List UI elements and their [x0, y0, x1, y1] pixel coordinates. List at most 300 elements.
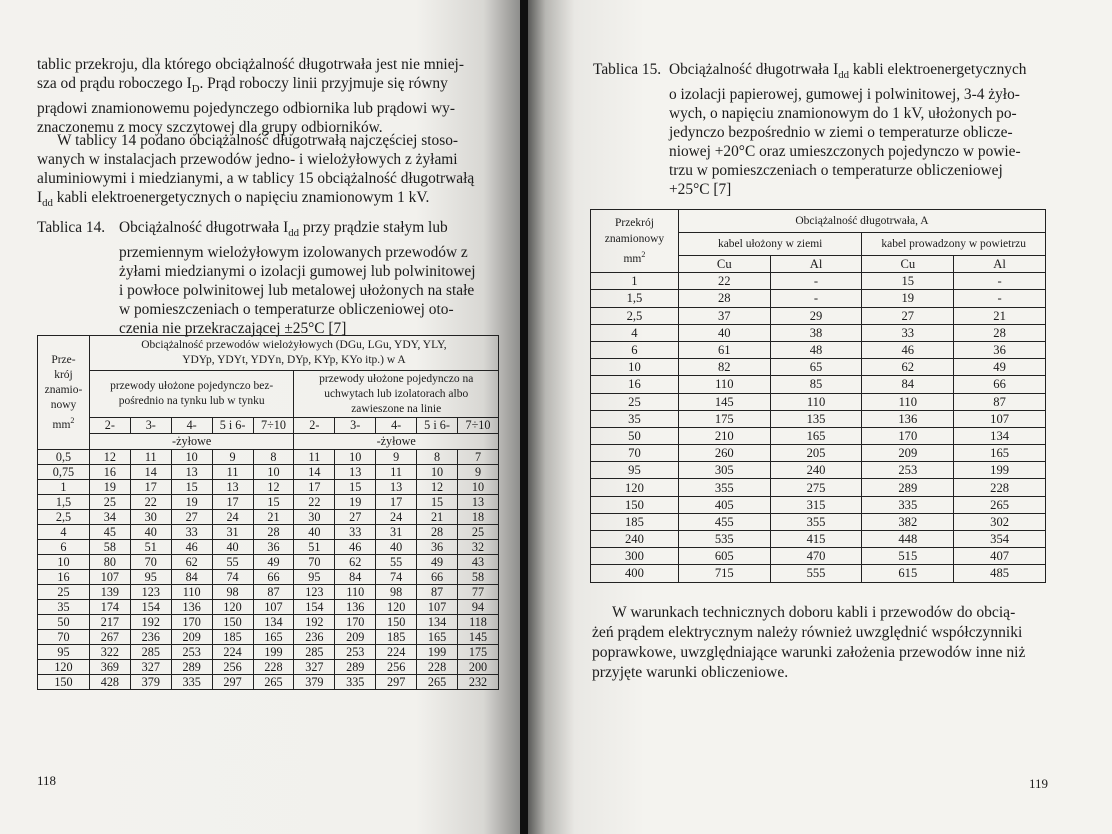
table-row — [38, 675, 499, 690]
value-cell: 34 — [89, 510, 130, 525]
table15-caption — [593, 60, 1046, 200]
table-row — [591, 445, 1046, 462]
value-cell: - — [770, 290, 862, 307]
value-cell: 165 — [954, 445, 1046, 462]
section-cell: 400 — [591, 565, 679, 582]
section-cell: 10 — [38, 555, 90, 570]
table-row — [38, 510, 499, 525]
value-cell: 13 — [171, 465, 212, 480]
value-cell: 16 — [89, 465, 130, 480]
value-cell: 297 — [376, 675, 417, 690]
section-cell: 0,75 — [38, 465, 90, 480]
value-cell: 58 — [89, 540, 130, 555]
value-cell: 94 — [457, 600, 498, 615]
value-cell: 46 — [171, 540, 212, 555]
left-page — [0, 0, 520, 834]
value-cell: 170 — [862, 427, 954, 444]
value-cell: 30 — [130, 510, 171, 525]
table14-body — [38, 450, 499, 690]
table-row — [591, 393, 1046, 410]
value-cell: 29 — [770, 307, 862, 324]
cores-header: 4- — [171, 418, 212, 434]
value-cell: 428 — [89, 675, 130, 690]
value-cell: 12 — [253, 480, 294, 495]
value-cell: 40 — [130, 525, 171, 540]
section-cell: 120 — [38, 660, 90, 675]
cores-header: 3- — [130, 418, 171, 434]
value-cell: 154 — [130, 600, 171, 615]
value-cell: 355 — [678, 479, 770, 496]
value-cell: 253 — [335, 645, 376, 660]
cu-header: Cu — [678, 256, 770, 273]
intro-paragraph — [37, 55, 499, 137]
table-row — [38, 630, 499, 645]
value-cell: 84 — [862, 376, 954, 393]
value-cell: 145 — [457, 630, 498, 645]
value-cell: 110 — [678, 376, 770, 393]
value-cell: 11 — [376, 465, 417, 480]
value-cell: 354 — [954, 531, 1046, 548]
value-cell: 382 — [862, 513, 954, 530]
value-cell: 224 — [212, 645, 253, 660]
value-cell: 40 — [678, 324, 770, 341]
value-cell: 297 — [212, 675, 253, 690]
value-cell: 289 — [335, 660, 376, 675]
section-cell: 185 — [591, 513, 679, 530]
value-cell: 28 — [678, 290, 770, 307]
value-cell: 355 — [770, 513, 862, 530]
value-cell: 49 — [417, 555, 458, 570]
section-cell: 150 — [591, 496, 679, 513]
value-cell: 19 — [171, 495, 212, 510]
section-cell: 4 — [591, 324, 679, 341]
section-cell: 150 — [38, 675, 90, 690]
value-cell: 240 — [770, 462, 862, 479]
value-cell: 236 — [130, 630, 171, 645]
text-line: przyjęte warunki obliczeniowe. — [592, 664, 789, 681]
value-cell: 11 — [294, 450, 335, 465]
text-line: poprawkowe, uwzględniające warunki założenia przewodów inne niż — [592, 644, 1026, 661]
value-cell: 49 — [253, 555, 294, 570]
value-cell: 98 — [212, 585, 253, 600]
table-row — [38, 645, 499, 660]
value-cell: 38 — [770, 324, 862, 341]
value-cell: 136 — [862, 410, 954, 427]
value-cell: 27 — [171, 510, 212, 525]
section-cell: 25 — [38, 585, 90, 600]
value-cell: 175 — [678, 410, 770, 427]
table15-body — [591, 273, 1046, 582]
value-cell: 260 — [678, 445, 770, 462]
value-cell: 27 — [335, 510, 376, 525]
value-cell: 199 — [954, 462, 1046, 479]
al-header: Al — [770, 256, 862, 273]
value-cell: 305 — [678, 462, 770, 479]
table-row — [591, 359, 1046, 376]
value-cell: 9 — [376, 450, 417, 465]
value-cell: 379 — [130, 675, 171, 690]
value-cell: 13 — [457, 495, 498, 510]
value-cell: 28 — [253, 525, 294, 540]
value-cell: 205 — [770, 445, 862, 462]
value-cell: 485 — [954, 565, 1046, 582]
value-cell: 110 — [862, 393, 954, 410]
value-cell: 605 — [678, 548, 770, 565]
cores-header: 7÷10 — [457, 418, 498, 434]
value-cell: 22 — [294, 495, 335, 510]
value-cell: 265 — [417, 675, 458, 690]
value-cell: 11 — [212, 465, 253, 480]
value-cell: 36 — [253, 540, 294, 555]
table-row — [591, 513, 1046, 530]
value-cell: 253 — [862, 462, 954, 479]
value-cell: 256 — [376, 660, 417, 675]
value-cell: 7 — [457, 450, 498, 465]
value-cell: 55 — [212, 555, 253, 570]
value-cell: 134 — [417, 615, 458, 630]
value-cell: 15 — [253, 495, 294, 510]
value-cell: 265 — [954, 496, 1046, 513]
table-row — [591, 496, 1046, 513]
value-cell: 224 — [376, 645, 417, 660]
value-cell: 107 — [253, 600, 294, 615]
cores-header: 7÷10 — [253, 418, 294, 434]
caption-label: Tablica 15. — [593, 61, 662, 78]
value-cell: 228 — [954, 479, 1046, 496]
value-cell: 165 — [417, 630, 458, 645]
table-row — [591, 324, 1046, 341]
value-cell: 369 — [89, 660, 130, 675]
value-cell: 62 — [335, 555, 376, 570]
value-cell: 17 — [294, 480, 335, 495]
caption-label: Tablica 14. — [37, 219, 106, 236]
table-row — [38, 525, 499, 540]
value-cell: 10 — [171, 450, 212, 465]
value-cell: 154 — [294, 600, 335, 615]
cores-header: 2- — [294, 418, 335, 434]
cores-label: -żyłowe — [89, 434, 293, 450]
text-line: wanych w instalacjach przewodów jedno- i wielożyłowych z żyłami — [37, 151, 458, 168]
value-cell: 45 — [89, 525, 130, 540]
value-cell: 200 — [457, 660, 498, 675]
table15 — [590, 209, 1046, 583]
value-cell: 123 — [294, 585, 335, 600]
value-cell: 51 — [130, 540, 171, 555]
value-cell: 40 — [294, 525, 335, 540]
main-header: Obciążalność przewodów wielożyłowych (DGu, LGu, YDY, YLY, YDYp, YDYt, YDYn, DYp, KYp, KYo itp.) w A — [89, 336, 498, 371]
value-cell: 448 — [862, 531, 954, 548]
value-cell: 302 — [954, 513, 1046, 530]
value-cell: 118 — [457, 615, 498, 630]
value-cell: 379 — [294, 675, 335, 690]
value-cell: 110 — [335, 585, 376, 600]
value-cell: 275 — [770, 479, 862, 496]
table-row — [38, 465, 499, 480]
value-cell: 209 — [171, 630, 212, 645]
value-cell: 289 — [171, 660, 212, 675]
value-cell: 61 — [678, 341, 770, 358]
value-cell: 150 — [212, 615, 253, 630]
section-cell: 25 — [591, 393, 679, 410]
cu-header: Cu — [862, 256, 954, 273]
cores-header: 5 i 6- — [417, 418, 458, 434]
table-row — [38, 450, 499, 465]
value-cell: 33 — [335, 525, 376, 540]
value-cell: 15 — [335, 480, 376, 495]
value-cell: 123 — [130, 585, 171, 600]
cores-label: -żyłowe — [294, 434, 499, 450]
table-row — [591, 548, 1046, 565]
page-number: 118 — [37, 773, 57, 788]
value-cell: 107 — [89, 570, 130, 585]
value-cell: 10 — [417, 465, 458, 480]
value-cell: 62 — [862, 359, 954, 376]
section-header: Przekrój znamionowy $mm^2$ — [591, 210, 679, 273]
value-cell: 33 — [171, 525, 212, 540]
section-cell: 120 — [591, 479, 679, 496]
value-cell: 135 — [770, 410, 862, 427]
value-cell: 210 — [678, 427, 770, 444]
table-row — [591, 341, 1046, 358]
value-cell: 48 — [770, 341, 862, 358]
value-cell: 236 — [294, 630, 335, 645]
value-cell: 285 — [294, 645, 335, 660]
value-cell: - — [954, 273, 1046, 290]
value-cell: 66 — [954, 376, 1046, 393]
value-cell: 95 — [294, 570, 335, 585]
value-cell: 36 — [954, 341, 1046, 358]
table-row — [591, 307, 1046, 324]
value-cell: 87 — [954, 393, 1046, 410]
value-cell: 66 — [253, 570, 294, 585]
value-cell: 84 — [335, 570, 376, 585]
value-cell: 232 — [457, 675, 498, 690]
value-cell: 28 — [954, 324, 1046, 341]
value-cell: 185 — [212, 630, 253, 645]
value-cell: 25 — [89, 495, 130, 510]
section-cell: 50 — [591, 427, 679, 444]
value-cell: 22 — [678, 273, 770, 290]
value-cell: 24 — [212, 510, 253, 525]
table14-caption — [37, 218, 499, 338]
value-cell: 40 — [376, 540, 417, 555]
value-cell: 139 — [89, 585, 130, 600]
section-cell: 10 — [591, 359, 679, 376]
value-cell: 77 — [457, 585, 498, 600]
value-cell: 65 — [770, 359, 862, 376]
value-cell: 70 — [294, 555, 335, 570]
value-cell: 165 — [770, 427, 862, 444]
value-cell: 335 — [862, 496, 954, 513]
value-cell: 55 — [376, 555, 417, 570]
value-cell: 13 — [212, 480, 253, 495]
text-line: tablic przekroju, dla którego obciążalność długotrwała jest nie mniej- — [37, 56, 464, 73]
value-cell: 12 — [417, 480, 458, 495]
table-row — [591, 462, 1046, 479]
text-line: prądowi znamionowemu pojedynczego odbiornika lub prądowi wy- — [37, 100, 456, 118]
reference-paragraph — [37, 131, 499, 213]
value-cell: 470 — [770, 548, 862, 565]
section-cell: 6 — [591, 341, 679, 358]
section-cell: 35 — [591, 410, 679, 427]
section-cell: 50 — [38, 615, 90, 630]
section-cell: 35 — [38, 600, 90, 615]
value-cell: 19 — [335, 495, 376, 510]
section-cell: 1,5 — [591, 290, 679, 307]
table-row — [591, 427, 1046, 444]
section-cell: 2,5 — [38, 510, 90, 525]
value-cell: 31 — [376, 525, 417, 540]
table-row — [38, 555, 499, 570]
value-cell: 8 — [417, 450, 458, 465]
value-cell: 31 — [212, 525, 253, 540]
value-cell: 174 — [89, 600, 130, 615]
value-cell: 58 — [457, 570, 498, 585]
section-cell: 1,5 — [38, 495, 90, 510]
section-cell: 1 — [591, 273, 679, 290]
value-cell: 136 — [171, 600, 212, 615]
table-row — [591, 410, 1046, 427]
text-line: aluminiowymi i miedzianymi, a w tablicy 15 obciążalność długotrwałą — [37, 170, 475, 187]
value-cell: 19 — [89, 480, 130, 495]
value-cell: 87 — [253, 585, 294, 600]
table14 — [37, 335, 499, 690]
value-cell: 9 — [212, 450, 253, 465]
value-cell: 13 — [335, 465, 376, 480]
table-row — [591, 479, 1046, 496]
value-cell: 21 — [253, 510, 294, 525]
ground-header: kabel ułożony w ziemi — [678, 233, 862, 256]
value-cell: 455 — [678, 513, 770, 530]
value-cell: 66 — [417, 570, 458, 585]
cores-header: 2- — [89, 418, 130, 434]
value-cell: 14 — [130, 465, 171, 480]
value-cell: 170 — [335, 615, 376, 630]
main-header: Obciążalność długotrwała, A — [678, 210, 1045, 233]
value-cell: 33 — [862, 324, 954, 341]
value-cell: 407 — [954, 548, 1046, 565]
cores-header: 3- — [335, 418, 376, 434]
value-cell: 209 — [335, 630, 376, 645]
section-cell: 16 — [591, 376, 679, 393]
cores-header: 4- — [376, 418, 417, 434]
value-cell: 555 — [770, 565, 862, 582]
value-cell: 25 — [457, 525, 498, 540]
table-row — [38, 540, 499, 555]
value-cell: 217 — [89, 615, 130, 630]
value-cell: 110 — [171, 585, 212, 600]
value-cell: 98 — [376, 585, 417, 600]
section-cell: 0,5 — [38, 450, 90, 465]
value-cell: 134 — [954, 427, 1046, 444]
section-cell: 1 — [38, 480, 90, 495]
table-row — [38, 660, 499, 675]
table-row — [591, 565, 1046, 582]
value-cell: 37 — [678, 307, 770, 324]
value-cell: 175 — [457, 645, 498, 660]
page-number: 119 — [1029, 776, 1049, 791]
value-cell: 150 — [376, 615, 417, 630]
text-line: żeń prądem elektrycznym należy również uwzględnić współczynniki — [592, 624, 1023, 641]
table-row — [591, 273, 1046, 290]
value-cell: 40 — [212, 540, 253, 555]
value-cell: 87 — [417, 585, 458, 600]
value-cell: 17 — [212, 495, 253, 510]
value-cell: 49 — [954, 359, 1046, 376]
value-cell: 17 — [376, 495, 417, 510]
value-cell: 165 — [253, 630, 294, 645]
text-line: W warunkach technicznych doboru kabli i przewodów do obcią- — [612, 604, 1016, 621]
value-cell: 12 — [89, 450, 130, 465]
table-row — [38, 570, 499, 585]
cores-header: 5 i 6- — [212, 418, 253, 434]
table-row — [591, 376, 1046, 393]
value-cell: 289 — [862, 479, 954, 496]
value-cell: 30 — [294, 510, 335, 525]
value-cell: 335 — [171, 675, 212, 690]
text-line: $I_{dd}$ kabli elektroenergetycznych o napięciu znamionowym 1 kV. — [37, 189, 430, 210]
value-cell: 70 — [130, 555, 171, 570]
value-cell: 62 — [171, 555, 212, 570]
section-cell: 4 — [38, 525, 90, 540]
value-cell: 285 — [130, 645, 171, 660]
caption-text: Obciążalność długotrwała $I_{dd}$ kabli elektroenergetycznych o izolacji papierowej, gumowej i polwinitowej, 3-4 żyło- wych, o napięciu znamionowym do 1 kV, ułożonych po- jedynczo bezpośrednio w ziemi o temperaturze oblicze- niowej +20°C oraz umieszczonych pojedynczo w powie- trzu w pomieszczeniach o temperaturze obliczeniowej +25°C [7] — [669, 61, 1027, 199]
value-cell: 136 — [335, 600, 376, 615]
value-cell: 715 — [678, 565, 770, 582]
value-cell: 15 — [862, 273, 954, 290]
section-cell: 240 — [591, 531, 679, 548]
value-cell: 32 — [457, 540, 498, 555]
value-cell: 11 — [130, 450, 171, 465]
table-row — [38, 480, 499, 495]
value-cell: 120 — [212, 600, 253, 615]
text-line: znaczonemu z mocy szczytowej dla grupy odbiorników. — [37, 119, 383, 137]
section-cell: 2,5 — [591, 307, 679, 324]
value-cell: 24 — [376, 510, 417, 525]
value-cell: 19 — [862, 290, 954, 307]
section-cell: 6 — [38, 540, 90, 555]
value-cell: 110 — [770, 393, 862, 410]
value-cell: 51 — [294, 540, 335, 555]
value-cell: 199 — [417, 645, 458, 660]
value-cell: 18 — [457, 510, 498, 525]
air-header: kabel prowadzony w powietrzu — [862, 233, 1046, 256]
text-line: W tablicy 14 podano obciążalność długotrwałą najczęściej stoso- — [57, 132, 459, 149]
value-cell: 10 — [457, 480, 498, 495]
value-cell: 17 — [130, 480, 171, 495]
section-cell: 70 — [591, 445, 679, 462]
value-cell: 170 — [171, 615, 212, 630]
value-cell: - — [954, 290, 1046, 307]
value-cell: 134 — [253, 615, 294, 630]
value-cell: 74 — [376, 570, 417, 585]
table-row — [38, 495, 499, 510]
table-row — [591, 290, 1046, 307]
table-row — [38, 585, 499, 600]
group-a-header: przewody ułożone pojedynczo bez-pośrednio na tynku lub w tynku — [89, 371, 293, 418]
value-cell: 85 — [770, 376, 862, 393]
value-cell: 192 — [294, 615, 335, 630]
value-cell: 256 — [212, 660, 253, 675]
value-cell: 107 — [954, 410, 1046, 427]
value-cell: 36 — [417, 540, 458, 555]
value-cell: 267 — [89, 630, 130, 645]
value-cell: 327 — [130, 660, 171, 675]
value-cell: 335 — [335, 675, 376, 690]
value-cell: 199 — [253, 645, 294, 660]
value-cell: - — [770, 273, 862, 290]
section-cell: 300 — [591, 548, 679, 565]
